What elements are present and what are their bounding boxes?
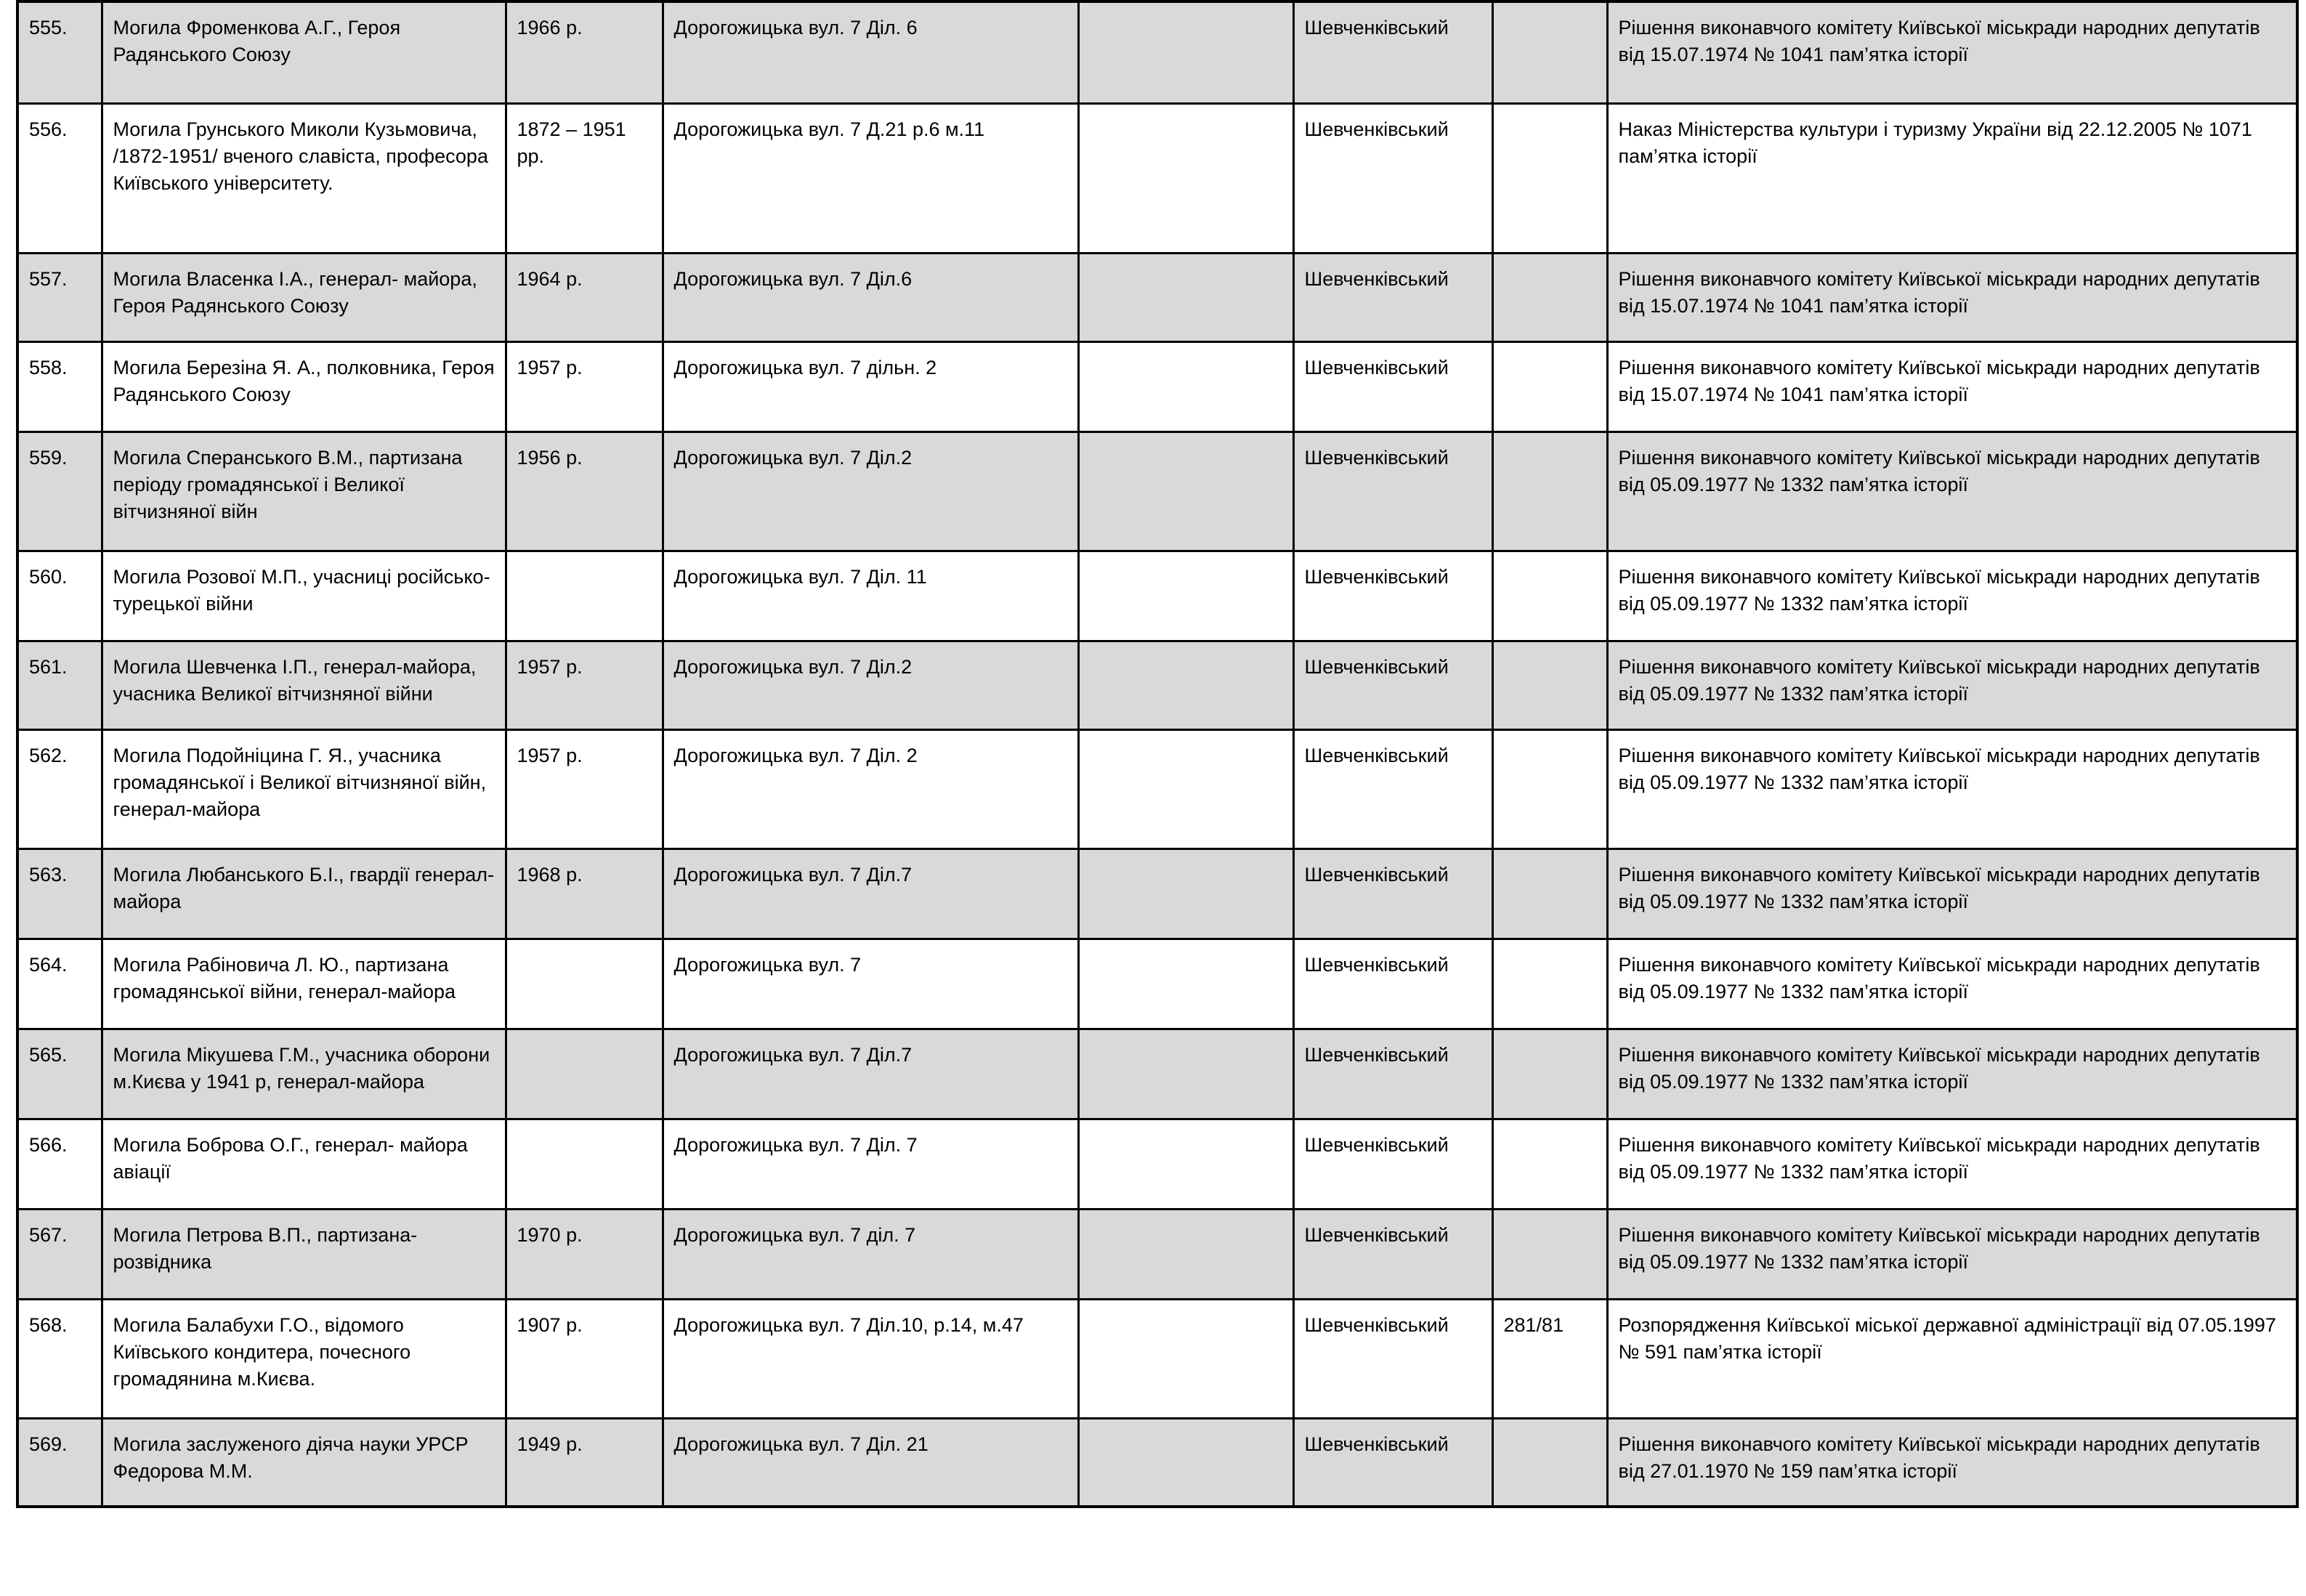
protection-number-cell	[1492, 253, 1607, 341]
date-cell: 1872 – 1951 рр.	[506, 103, 663, 253]
district-cell: Шевченківський	[1293, 1418, 1492, 1507]
address-cell: Дорогожицька вул. 7 Діл.2	[663, 432, 1078, 551]
empty-cell	[1078, 341, 1293, 432]
date-cell: 1957 р.	[506, 641, 663, 729]
legal-document-cell: Рішення виконавчого комітету Київської міськради народних депутатів від 15.07.1974 № 1041 пам’ятка історії	[1607, 1, 2297, 103]
address-cell: Дорогожицька вул. 7 Д.21 р.6 м.11	[663, 103, 1078, 253]
row-number-cell: 564.	[17, 939, 102, 1029]
row-number-cell: 556.	[17, 103, 102, 253]
empty-cell	[1078, 1119, 1293, 1209]
monument-name-cell: Могила Балабухи Г.О., відомого Київського кондитера, почесного громадянина м.Києва.	[102, 1299, 506, 1418]
empty-cell	[1078, 1418, 1293, 1507]
table-row	[17, 1, 2297, 103]
date-cell: 1957 р.	[506, 729, 663, 848]
empty-cell	[1078, 432, 1293, 551]
legal-document-cell: Рішення виконавчого комітету Київської міськради народних депутатів від 05.09.1977 № 1332 пам’ятка історії	[1607, 641, 2297, 729]
protection-number-cell: 281/81	[1492, 1299, 1607, 1418]
empty-cell	[1078, 1299, 1293, 1418]
monument-name-cell: Могила Шевченка І.П., генерал-майора, учасника Великої вітчизняної війни	[102, 641, 506, 729]
protection-number-cell	[1492, 103, 1607, 253]
protection-number-cell	[1492, 1119, 1607, 1209]
row-number-cell: 558.	[17, 341, 102, 432]
district-cell: Шевченківський	[1293, 1209, 1492, 1299]
row-number-cell: 555.	[17, 1, 102, 103]
legal-document-cell: Рішення виконавчого комітету Київської міськради народних депутатів від 05.09.1977 № 1332 пам’ятка історії	[1607, 729, 2297, 848]
row-number-cell: 569.	[17, 1418, 102, 1507]
empty-cell	[1078, 551, 1293, 641]
empty-cell	[1078, 103, 1293, 253]
row-number-cell: 559.	[17, 432, 102, 551]
row-number-cell: 563.	[17, 848, 102, 939]
table-row	[17, 848, 2297, 939]
table-row	[17, 103, 2297, 253]
legal-document-cell: Рішення виконавчого комітету Київської міськради народних депутатів від 15.07.1974 № 1041 пам’ятка історії	[1607, 341, 2297, 432]
protection-number-cell	[1492, 1418, 1607, 1507]
monument-name-cell: Могила Подойніцина Г. Я., учасника громадянської і Великої вітчизняної війн, генерал-майора	[102, 729, 506, 848]
empty-cell	[1078, 848, 1293, 939]
legal-document-cell: Рішення виконавчого комітету Київської міськради народних депутатів від 05.09.1977 № 1332 пам’ятка історії	[1607, 432, 2297, 551]
legal-document-cell: Рішення виконавчого комітету Київської міськради народних депутатів від 05.09.1977 № 1332 пам’ятка історії	[1607, 848, 2297, 939]
table-row	[17, 432, 2297, 551]
empty-cell	[1078, 1029, 1293, 1119]
protection-number-cell	[1492, 551, 1607, 641]
district-cell: Шевченківський	[1293, 253, 1492, 341]
date-cell: 1968 р.	[506, 848, 663, 939]
address-cell: Дорогожицька вул. 7 Діл.2	[663, 641, 1078, 729]
table-row	[17, 341, 2297, 432]
row-number-cell: 560.	[17, 551, 102, 641]
empty-cell	[1078, 1209, 1293, 1299]
protection-number-cell	[1492, 1029, 1607, 1119]
table-row	[17, 1299, 2297, 1418]
legal-document-cell: Рішення виконавчого комітету Київської міськради народних депутатів від 05.09.1977 № 1332 пам’ятка історії	[1607, 939, 2297, 1029]
protection-number-cell	[1492, 432, 1607, 551]
protection-number-cell	[1492, 729, 1607, 848]
legal-document-cell: Рішення виконавчого комітету Київської міськради народних депутатів від 27.01.1970 № 159 пам’ятка історії	[1607, 1418, 2297, 1507]
row-number-cell: 561.	[17, 641, 102, 729]
protection-number-cell	[1492, 1209, 1607, 1299]
date-cell: 1966 р.	[506, 1, 663, 103]
monument-name-cell: Могила Розової М.П., учасниці російсько-турецької війни	[102, 551, 506, 641]
date-cell	[506, 551, 663, 641]
date-cell	[506, 1029, 663, 1119]
monument-name-cell: Могила Петрова В.П., партизана-розвідника	[102, 1209, 506, 1299]
district-cell: Шевченківський	[1293, 1029, 1492, 1119]
district-cell: Шевченківський	[1293, 1119, 1492, 1209]
district-cell: Шевченківський	[1293, 641, 1492, 729]
monument-name-cell: Могила Березіна Я. А., полковника, Героя Радянського Союзу	[102, 341, 506, 432]
table-row	[17, 551, 2297, 641]
legal-document-cell: Розпорядження Київської міської державної адміністрації від 07.05.1997 № 591 пам’ятка історії	[1607, 1299, 2297, 1418]
district-cell: Шевченківський	[1293, 729, 1492, 848]
protection-number-cell	[1492, 1, 1607, 103]
row-number-cell: 568.	[17, 1299, 102, 1418]
protection-number-cell	[1492, 939, 1607, 1029]
table-row	[17, 1418, 2297, 1507]
district-cell: Шевченківський	[1293, 848, 1492, 939]
date-cell: 1957 р.	[506, 341, 663, 432]
district-cell: Шевченківський	[1293, 551, 1492, 641]
address-cell: Дорогожицька вул. 7 Діл. 11	[663, 551, 1078, 641]
monument-name-cell: Могила Рабіновича Л. Ю., партизана громадянської війни, генерал-майора	[102, 939, 506, 1029]
address-cell: Дорогожицька вул. 7 Діл. 6	[663, 1, 1078, 103]
empty-cell	[1078, 939, 1293, 1029]
address-cell: Дорогожицька вул. 7	[663, 939, 1078, 1029]
monument-name-cell: Могила Боброва О.Г., генерал- майора авіації	[102, 1119, 506, 1209]
row-number-cell: 557.	[17, 253, 102, 341]
monument-name-cell: Могила Фроменкова А.Г., Героя Радянського Союзу	[102, 1, 506, 103]
legal-document-cell: Рішення виконавчого комітету Київської міськради народних депутатів від 05.09.1977 № 1332 пам’ятка історії	[1607, 1029, 2297, 1119]
empty-cell	[1078, 253, 1293, 341]
protection-number-cell	[1492, 641, 1607, 729]
legal-document-cell: Рішення виконавчого комітету Київської міськради народних депутатів від 15.07.1974 № 1041 пам’ятка історії	[1607, 253, 2297, 341]
row-number-cell: 566.	[17, 1119, 102, 1209]
address-cell: Дорогожицька вул. 7 Діл. 7	[663, 1119, 1078, 1209]
row-number-cell: 562.	[17, 729, 102, 848]
address-cell: Дорогожицька вул. 7 Діл. 2	[663, 729, 1078, 848]
monument-name-cell: Могила Любанського Б.І., гвардії генерал-майора	[102, 848, 506, 939]
district-cell: Шевченківський	[1293, 103, 1492, 253]
table-row	[17, 253, 2297, 341]
date-cell: 1949 р.	[506, 1418, 663, 1507]
legal-document-cell: Рішення виконавчого комітету Київської міськради народних депутатів від 05.09.1977 № 1332 пам’ятка історії	[1607, 1209, 2297, 1299]
district-cell: Шевченківський	[1293, 1299, 1492, 1418]
address-cell: Дорогожицька вул. 7 Діл. 21	[663, 1418, 1078, 1507]
date-cell	[506, 1119, 663, 1209]
district-cell: Шевченківський	[1293, 432, 1492, 551]
district-cell: Шевченківський	[1293, 1, 1492, 103]
monument-name-cell: Могила Власенка І.А., генерал- майора, Героя Радянського Союзу	[102, 253, 506, 341]
address-cell: Дорогожицька вул. 7 Діл.6	[663, 253, 1078, 341]
heritage-registry-table	[16, 0, 2299, 1508]
table-row	[17, 1119, 2297, 1209]
district-cell: Шевченківський	[1293, 939, 1492, 1029]
empty-cell	[1078, 1, 1293, 103]
protection-number-cell	[1492, 848, 1607, 939]
date-cell: 1907 р.	[506, 1299, 663, 1418]
monument-name-cell: Могила заслуженого діяча науки УРСР Федорова М.М.	[102, 1418, 506, 1507]
monument-name-cell: Могила Грунського Миколи Кузьмовича, /1872-1951/ вченого славіста, професора Київського університету.	[102, 103, 506, 253]
row-number-cell: 565.	[17, 1029, 102, 1119]
date-cell	[506, 939, 663, 1029]
table-row	[17, 1029, 2297, 1119]
table-row	[17, 729, 2297, 848]
address-cell: Дорогожицька вул. 7 Діл.7	[663, 848, 1078, 939]
table-row	[17, 939, 2297, 1029]
monument-name-cell: Могила Мікушева Г.М., учасника оборони м.Києва у 1941 р, генерал-майора	[102, 1029, 506, 1119]
address-cell: Дорогожицька вул. 7 Діл.10, р.14, м.47	[663, 1299, 1078, 1418]
address-cell: Дорогожицька вул. 7 діл. 7	[663, 1209, 1078, 1299]
legal-document-cell: Рішення виконавчого комітету Київської міськради народних депутатів від 05.09.1977 № 1332 пам’ятка історії	[1607, 551, 2297, 641]
table-row	[17, 1209, 2297, 1299]
empty-cell	[1078, 729, 1293, 848]
district-cell: Шевченківський	[1293, 341, 1492, 432]
date-cell: 1956 р.	[506, 432, 663, 551]
row-number-cell: 567.	[17, 1209, 102, 1299]
address-cell: Дорогожицька вул. 7 дільн. 2	[663, 341, 1078, 432]
legal-document-cell: Рішення виконавчого комітету Київської міськради народних депутатів від 05.09.1977 № 1332 пам’ятка історії	[1607, 1119, 2297, 1209]
protection-number-cell	[1492, 341, 1607, 432]
legal-document-cell: Наказ Міністерства культури і туризму України від 22.12.2005 № 1071 пам’ятка історії	[1607, 103, 2297, 253]
address-cell: Дорогожицька вул. 7 Діл.7	[663, 1029, 1078, 1119]
date-cell: 1970 р.	[506, 1209, 663, 1299]
date-cell: 1964 р.	[506, 253, 663, 341]
empty-cell	[1078, 641, 1293, 729]
monument-name-cell: Могила Сперанського В.М., партизана періоду громадянської і Великої вітчизняної війн	[102, 432, 506, 551]
table-body	[17, 1, 2297, 1507]
table-row	[17, 641, 2297, 729]
